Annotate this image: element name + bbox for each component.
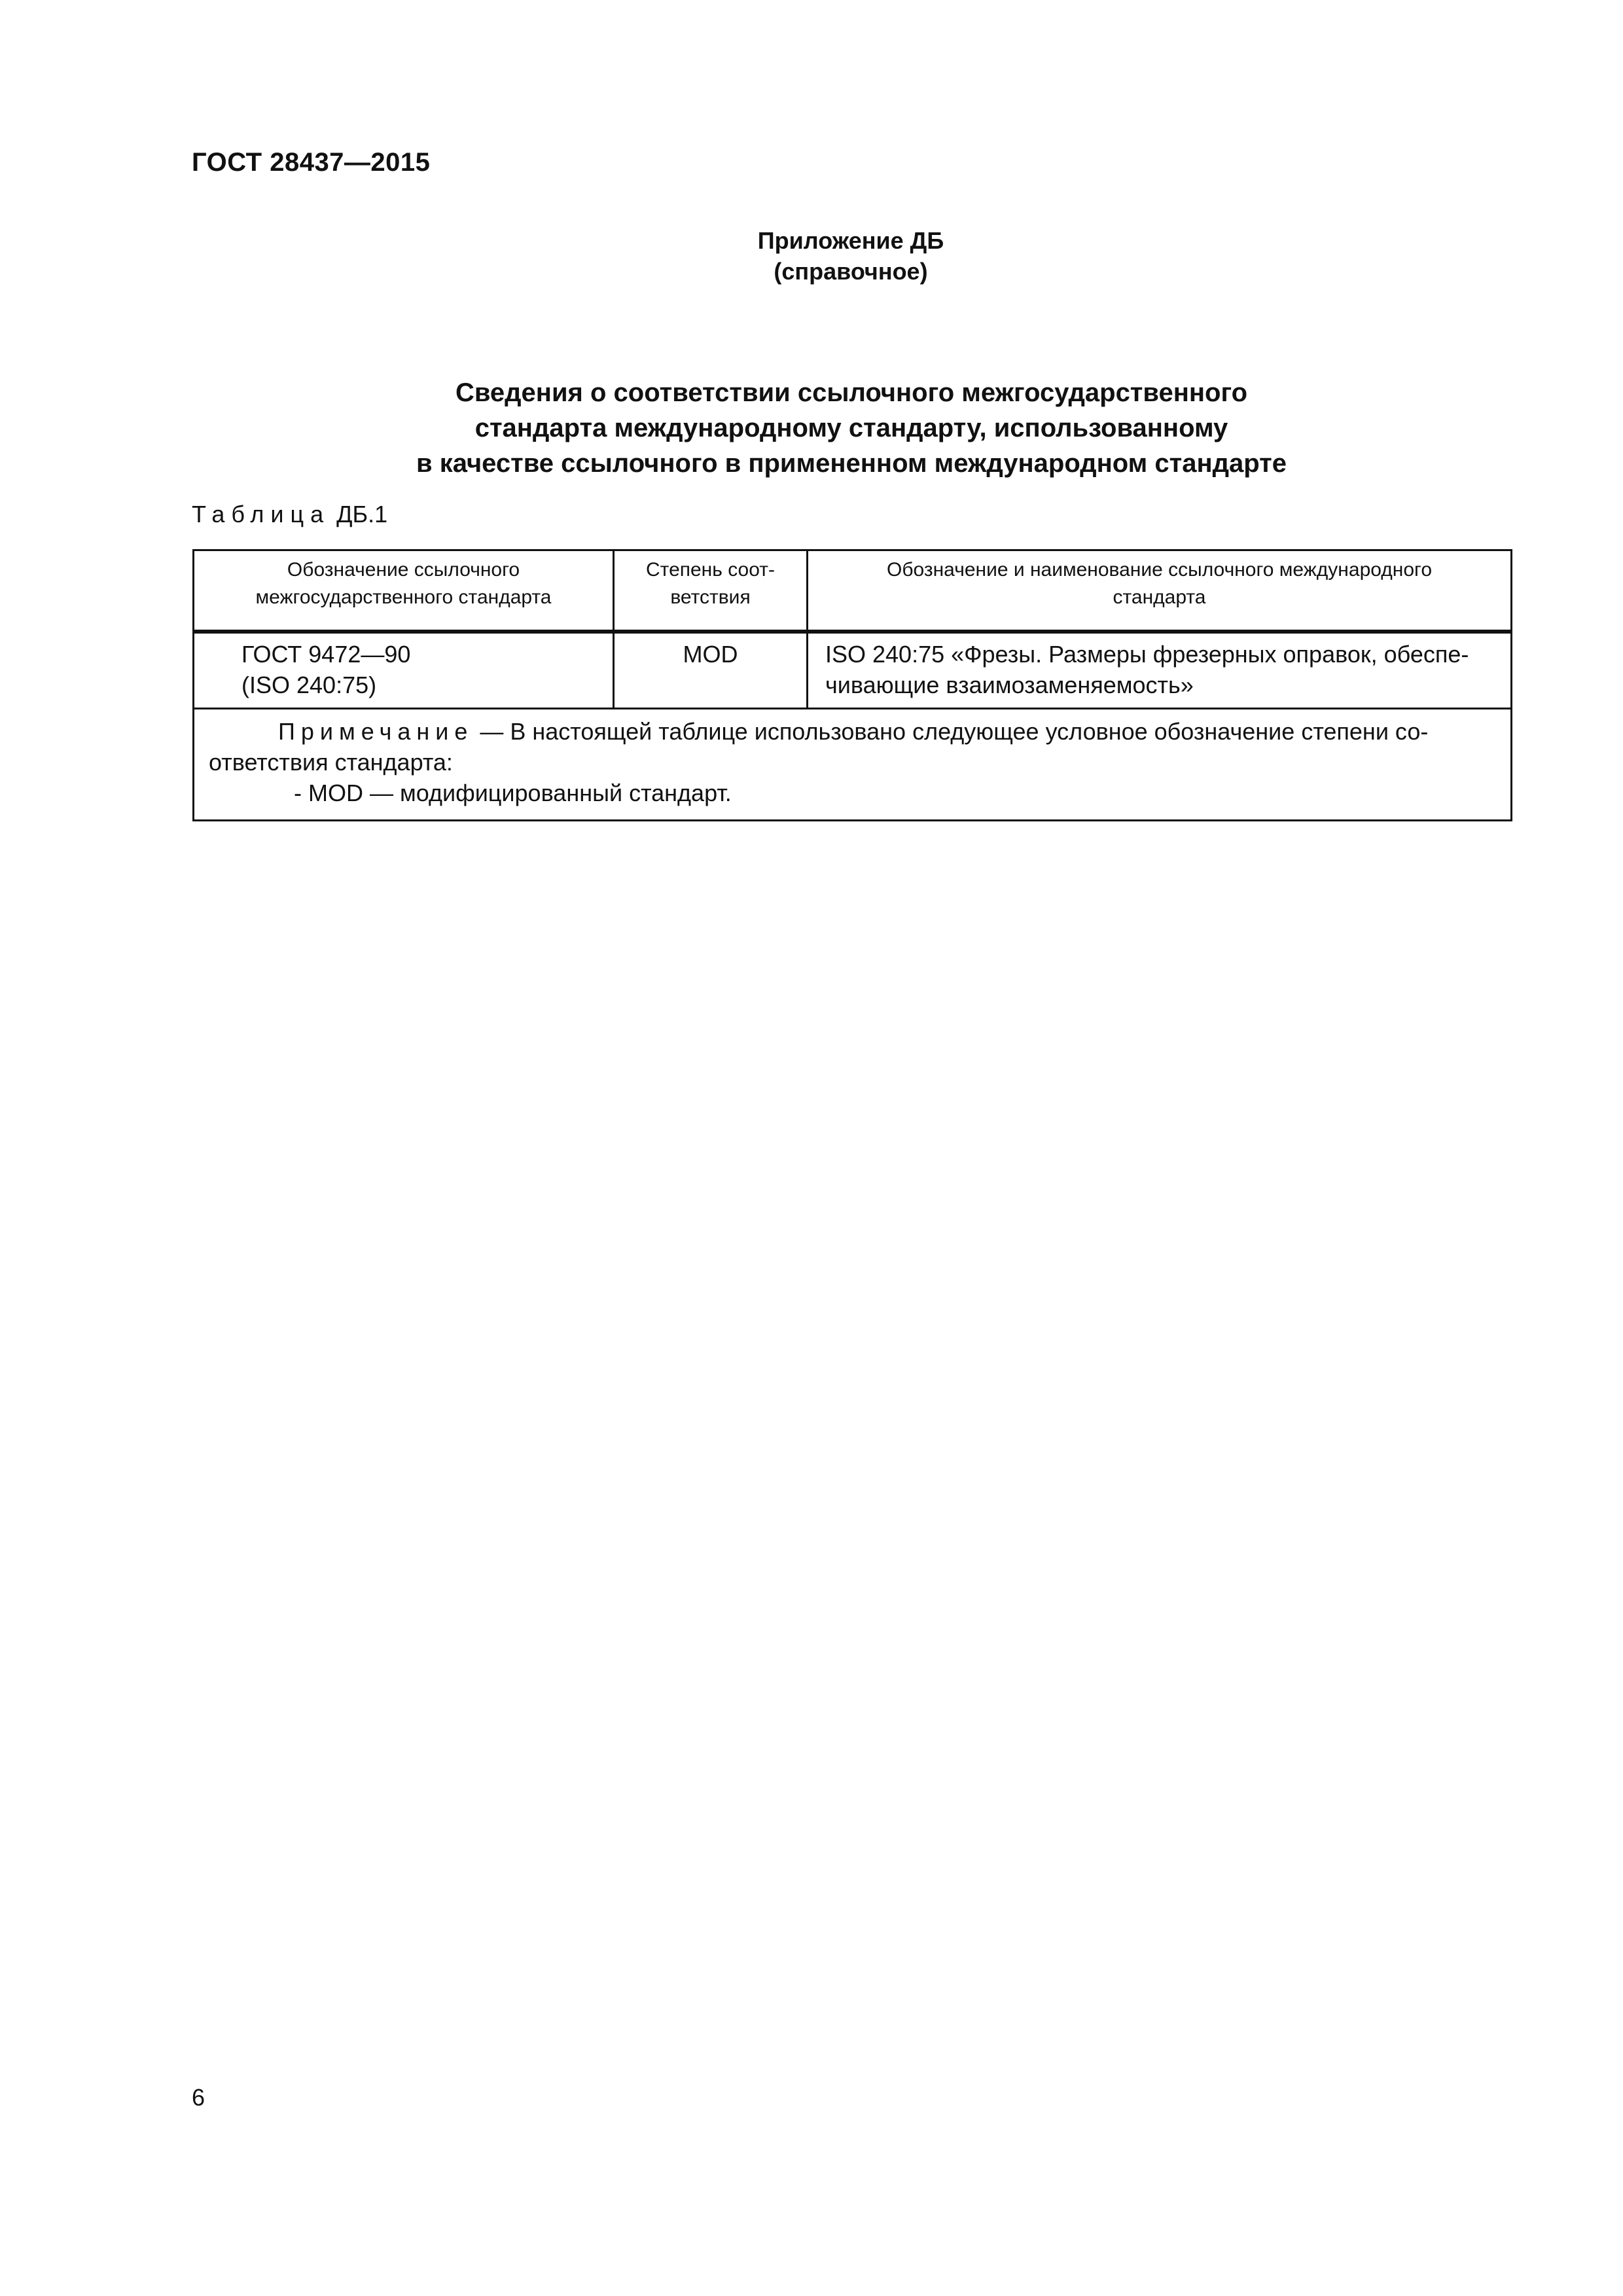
table-caption — [192, 501, 387, 528]
column-header-interstate-standard: Обозначение ссылочного межгосударственного стандарта — [194, 550, 614, 632]
standard-designation: ГОСТ 28437—2015 — [192, 148, 431, 177]
note-item: - MOD — модифицированный стандарт. — [294, 780, 732, 806]
appendix-kind: (справочное) — [774, 258, 928, 285]
table-note-row — [194, 709, 1512, 821]
reference-standards-table — [192, 549, 1512, 821]
appendix-title: Приложение ДБ — [757, 227, 944, 254]
heading-line: стандарта международному стандарту, использованному — [474, 414, 1228, 442]
table-caption-word: Таблица — [192, 501, 330, 528]
appendix-heading — [194, 375, 1509, 481]
table-header-row — [194, 550, 1512, 632]
column-header-international-standard: Обозначение и наименование ссылочного международного стандарта — [808, 550, 1512, 632]
column-header-degree: Степень соот- ветствия — [614, 550, 808, 632]
cell-international-standard: ISO 240:75 «Фрезы. Размеры фрезерных оправок, обеспе- чивающие взаимозаменяемость» — [808, 632, 1512, 709]
note-text-continued: ответствия стандарта: — [209, 749, 453, 776]
heading-line: Сведения о соответствии ссылочного межгосударственного — [455, 378, 1248, 407]
table-row — [194, 632, 1512, 709]
cell-degree: MOD — [614, 632, 808, 709]
table-note — [194, 709, 1512, 821]
page-number: 6 — [192, 2084, 205, 2111]
note-label: Примечание — [278, 718, 474, 745]
heading-line: в качестве ссылочного в примененном международном стандарте — [416, 449, 1287, 478]
table-caption-number: ДБ.1 — [336, 501, 388, 528]
cell-interstate-standard: ГОСТ 9472—90 (ISO 240:75) — [194, 632, 614, 709]
note-text: — В настоящей таблице использовано следующее условное обозначение степени со- — [473, 718, 1429, 745]
